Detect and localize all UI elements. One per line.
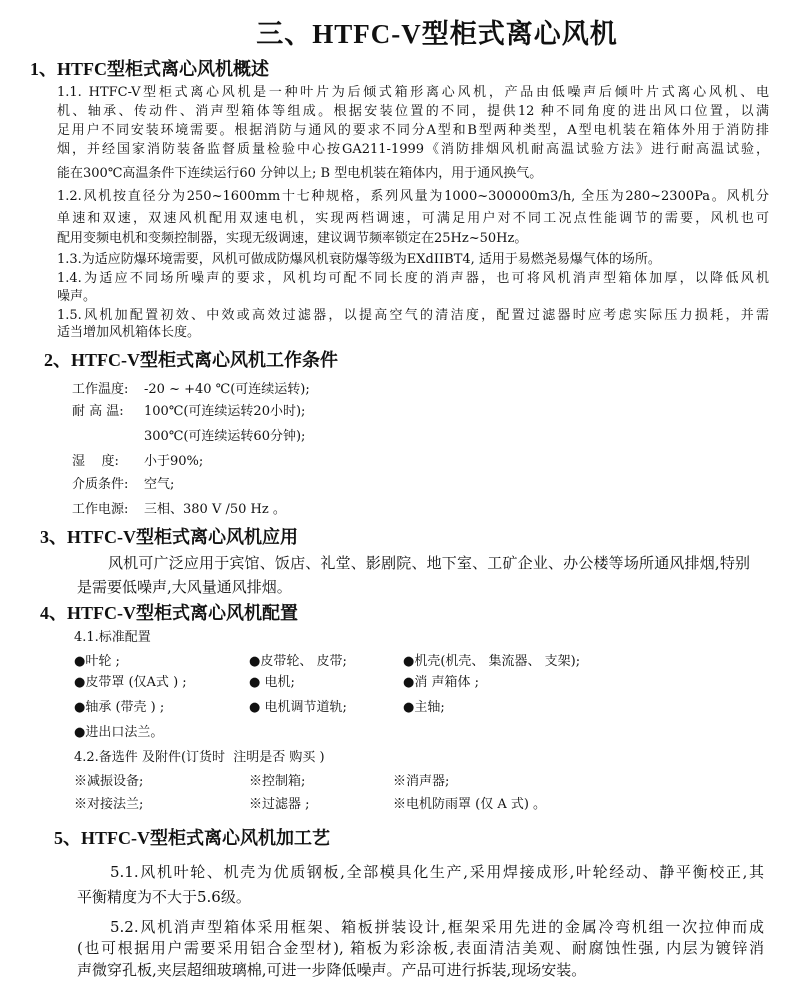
paragraph-line: 足用户不同安装环境需要。根据消防与通风的要求不同分A型和B型两种类型，A型电机装在箱体外用于消防排: [57, 123, 769, 138]
optional-item: ※电机防雨罩 (仅 A 式) 。: [393, 797, 547, 812]
paragraph-line: 1.2.风机按直径分为250~1600mm十七种规格，系列风量为1000~300000m3/h, 全压为280~2300Pa。风机分: [57, 189, 769, 204]
optional-config-title: 4.2.备选件 及附件(订货时 注明是否 购买 ): [74, 750, 325, 765]
standard-config-title: 4.1.标准配置: [74, 630, 151, 645]
optional-item: ※过滤器 ;: [249, 797, 310, 812]
config-item: ●消 声箱体 ;: [403, 675, 479, 690]
config-item: ●机壳(机壳、 集流器、 支架);: [403, 654, 581, 669]
paragraph-line: 适当增加风机箱体长度。: [57, 325, 201, 340]
condition-value: 空气;: [144, 477, 175, 492]
optional-item: ※减振设备;: [74, 774, 144, 789]
condition-value: 小于90%;: [144, 454, 204, 469]
config-item: ● 电机;: [249, 675, 295, 690]
paragraph-line: 1.4.为适应不同场所噪声的要求，风机均可配不同长度的消声器，也可将风机消声型箱体加厚，以降低风机: [57, 271, 769, 286]
paragraph-line: 是需要低噪声,大风量通风排烟。: [77, 578, 292, 596]
optional-item: ※控制箱;: [249, 774, 306, 789]
condition-value: 三相、380 V /50 Hz 。: [144, 502, 286, 517]
paragraph-line: 声微穿孔板,夹层超细玻璃棉,可进一步降低噪声。产品可进行拆装,现场安装。: [77, 961, 587, 979]
condition-label: 介质条件:: [72, 477, 129, 492]
page-title: 三、HTFC-V型柜式离心风机: [256, 19, 618, 49]
config-item: ● 电机调节道轨;: [249, 700, 347, 715]
paragraph-line: 1.1. HTFC-V型柜式离心风机是一种叶片为后倾式箱形离心风机，产品由低噪声后倾叶片式离心风机、电: [57, 85, 769, 100]
optional-item: ※消声器;: [393, 774, 450, 789]
paragraph-line: 烟，并经国家消防装备监督质量检验中心按GA211-1999《消防排烟风机耐高温试验方法》进行耐高温试验，: [57, 142, 769, 157]
section-2-heading: 2、HTFC-V型柜式离心风机工作条件: [44, 350, 338, 370]
section-1-heading: 1、HTFC型柜式离心风机概述: [30, 59, 269, 79]
section-5-heading: 5、HTFC-V型柜式离心风机加工艺: [54, 828, 330, 848]
paragraph-line: 5.1.风机叶轮、机壳为优质钢板,全部模具化生产,采用焊接成形,叶轮经动、静平衡校正,其: [110, 863, 764, 881]
paragraph-line: 噪声。: [57, 289, 97, 304]
condition-label: 耐 高 温:: [72, 404, 124, 419]
paragraph-line: 配用变频电机和变频控制器，实现无级调速，建议调节频率锁定在25Hz~50Hz。: [57, 231, 528, 246]
condition-value: 100℃(可连续运转20小时);: [144, 404, 306, 419]
paragraph-line: (也可根据用户需要采用铝合金型材), 箱板为彩涂板,表面清洁美观、耐腐蚀性强, 内层为镀锌消: [77, 939, 764, 957]
paragraph-line: 风机可广泛应用于宾馆、饭店、礼堂、影剧院、地下室、工矿企业、办公楼等场所通风排烟,特别: [108, 554, 750, 572]
config-item: ●皮带罩 (仅A式 ) ;: [74, 675, 187, 690]
condition-label: 工作温度:: [72, 382, 129, 397]
condition-label: 工作电源:: [72, 502, 129, 517]
section-4-heading: 4、HTFC-V型柜式离心风机配置: [40, 603, 298, 623]
paragraph-line: 能在300℃高温条件下连续运行60 分钟以上; B 型电机装在箱体内，用于通风换气。: [57, 166, 543, 181]
config-item: ●进出口法兰。: [74, 725, 164, 740]
config-item: ●叶轮 ;: [74, 654, 120, 669]
paragraph-line: 1.5.风机加配置初效、中效或高效过滤器，以提高空气的清洁度，配置过滤器时应考虑实际压力损耗，并需: [57, 308, 769, 323]
section-3-heading: 3、HTFC-V型柜式离心风机应用: [40, 527, 298, 547]
condition-value: -20 ~ +40 ℃(可连续运转);: [144, 382, 310, 397]
paragraph-line: 机、轴承、传动件、消声型箱体等组成。根据安装位置的不同，提供12 种不同角度的进出风口位置，以满: [57, 104, 769, 119]
paragraph-line: 5.2.风机消声型箱体采用框架、箱板拼装设计,框架采用先进的金属冷弯机组一次拉伸而成: [110, 918, 764, 936]
condition-value: 300℃(可连续运转60分钟);: [144, 429, 306, 444]
paragraph-line: 单速和双速，双速风机配用双速电机，实现两档调速，可满足用户对不同工况点性能调节的需要，风机也可: [57, 211, 769, 226]
config-item: ●皮带轮、 皮带;: [249, 654, 347, 669]
condition-label: 湿 度:: [72, 454, 119, 469]
paragraph-line: 平衡精度为不大于5.6级。: [77, 888, 251, 906]
config-item: ●主轴;: [403, 700, 445, 715]
config-item: ●轴承 (带壳 ) ;: [74, 700, 165, 715]
paragraph-line: 1.3.为适应防爆环境需要，风机可做成防爆风机衰防爆等级为EXdIIBT4, 适用于易燃尧易爆气体的场所。: [57, 252, 661, 267]
optional-item: ※对接法兰;: [74, 797, 144, 812]
